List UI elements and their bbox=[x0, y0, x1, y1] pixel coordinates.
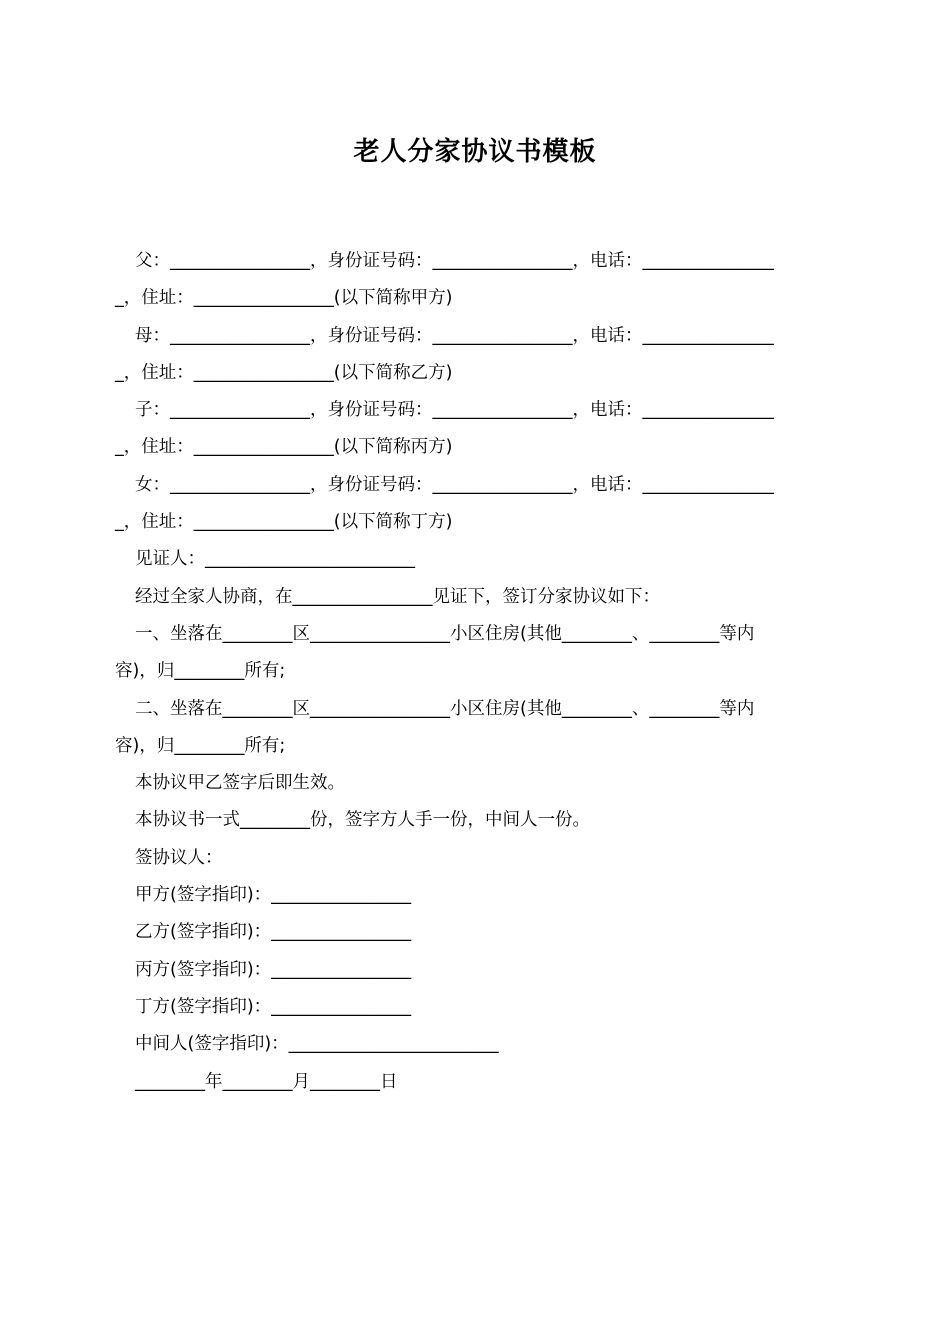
signature-party-a: 甲方(签字指印)：________________ bbox=[135, 885, 412, 906]
signers-label: 签协议人： bbox=[135, 847, 223, 868]
copies-clause: 本协议书一式________份，签字方人手一份，中间人一份。 bbox=[135, 810, 590, 831]
date-line: ________年________月________日 bbox=[135, 1071, 398, 1092]
document-body bbox=[115, 243, 835, 1101]
party-father-address: _，住址：________________(以下简称甲方) bbox=[115, 288, 453, 309]
signature-intermediary: 中间人(签字指印)：________________________ bbox=[135, 1034, 499, 1055]
signature-party-d: 丁方(签字指印)：________________ bbox=[135, 996, 412, 1017]
clause-2-continuation: 容)，归________所有; bbox=[115, 735, 286, 756]
clause-1-line: 一、坐落在________区________________小区住房(其他________、________等内 bbox=[135, 623, 755, 644]
document-title: 老人分家协议书模板 bbox=[353, 137, 597, 167]
clause-1-continuation: 容)，归________所有; bbox=[115, 661, 286, 682]
preamble-line: 经过全家人协商，在________________见证下，签订分家协议如下： bbox=[135, 586, 660, 607]
clause-2-line: 二、坐落在________区________________小区住房(其他________、________等内 bbox=[135, 698, 755, 719]
party-father-line: 父：________________，身份证号码：________________，电话：_______________ bbox=[135, 251, 774, 271]
party-mother-line: 母：________________，身份证号码：________________，电话：_______________ bbox=[135, 325, 774, 346]
witness-line: 见证人：________________________ bbox=[135, 549, 415, 570]
party-mother-address: _，住址：________________(以下简称乙方) bbox=[115, 362, 453, 383]
effective-clause: 本协议甲乙签字后即生效。 bbox=[135, 773, 345, 794]
party-son-line: 子：________________，身份证号码：________________，电话：_______________ bbox=[135, 400, 774, 421]
party-son-address: _，住址：________________(以下简称丙方) bbox=[115, 437, 453, 458]
party-daughter-address: _，住址：________________(以下简称丁方) bbox=[115, 512, 453, 533]
party-daughter-line: 女：________________，身份证号码：________________，电话：_______________ bbox=[135, 474, 774, 495]
signature-party-b: 乙方(签字指印)：________________ bbox=[135, 922, 412, 943]
signature-party-c: 丙方(签字指印)：________________ bbox=[135, 959, 412, 980]
